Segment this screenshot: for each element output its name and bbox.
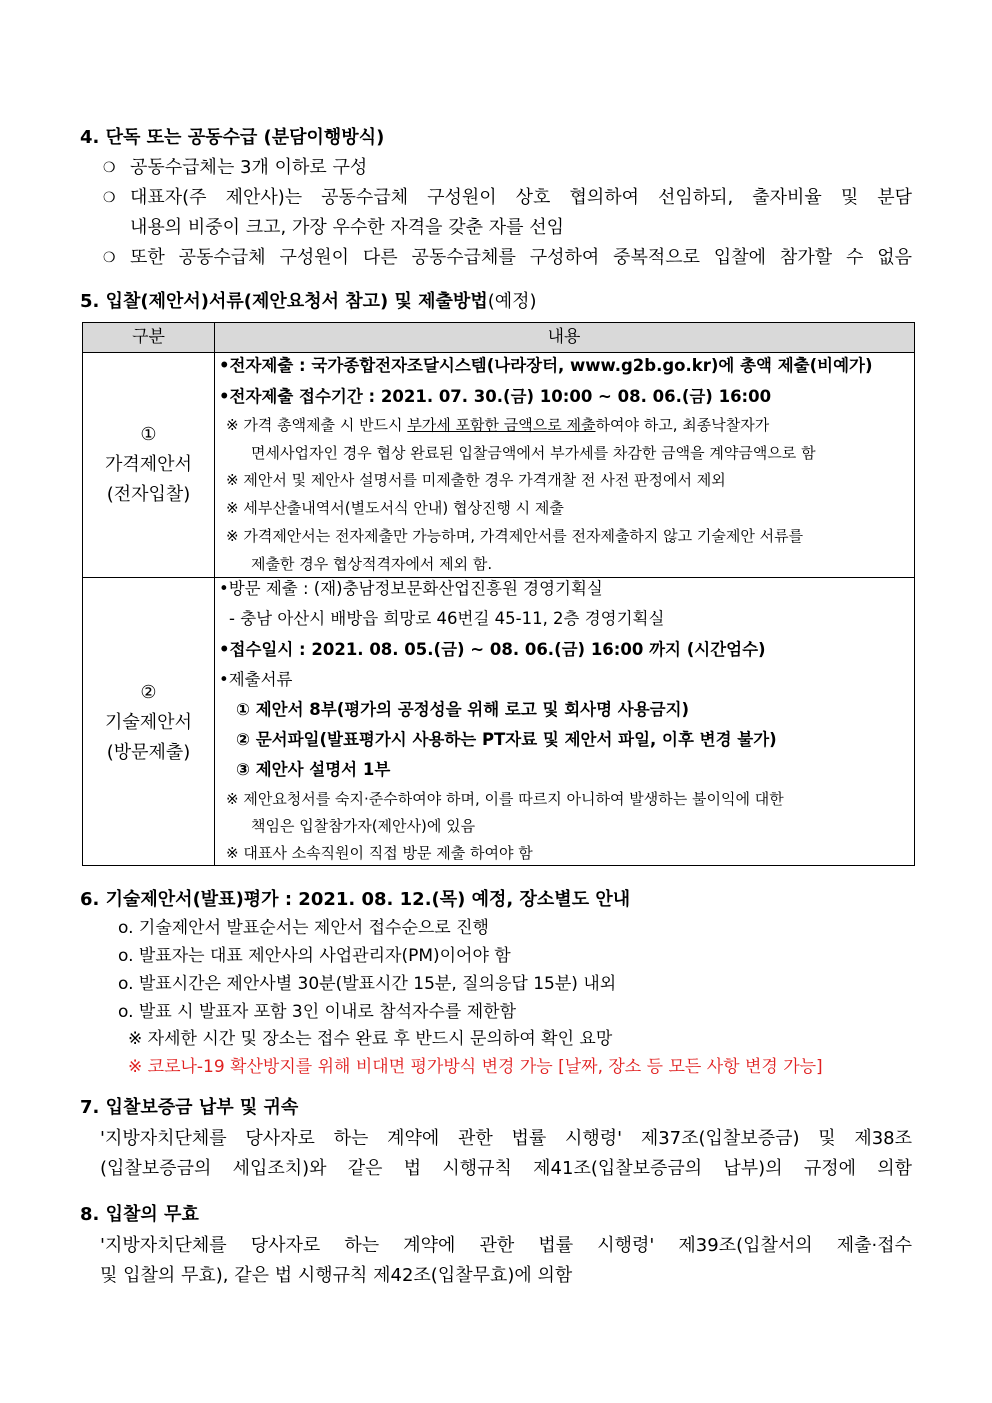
bullet-text: 공동수급체는 3개 이하로 구성 bbox=[130, 157, 368, 178]
row-1-line-1: •전자제출 : 국가종합전자조달시스템(나라장터, www.g2b.go.kr)에 총액 제출(비예가) bbox=[219, 356, 873, 375]
row-2-date: •접수일시 : 2021. 08. 05.(금) ~ 08. 06.(금) 16:00 까지 (시간엄수) bbox=[219, 640, 766, 659]
section-6-note: ※ 자세한 시간 및 장소는 접수 완료 후 반드시 문의하여 확인 요망 bbox=[128, 1029, 613, 1049]
section-7-line-2: (입찰보증금의 세입조치)와 같은 법 시행규칙 제41조(입찰보증금의 납부)의 규정에 의함 bbox=[100, 1158, 912, 1179]
section-8-line-2: 및 입찰의 무효), 같은 법 시행규칙 제42조(입찰무효)에 의함 bbox=[100, 1265, 573, 1286]
section-5-title-note: (예정) bbox=[487, 291, 537, 312]
row-1-name: 가격제안서 bbox=[105, 454, 192, 475]
section-6-item-2: o. 발표자는 대표 제안사의 사업관리자(PM)이어야 함 bbox=[118, 946, 511, 966]
row-2-doc-2: ② 문서파일(발표평가시 사용하는 PT자료 및 제안서 파일, 이후 변경 불가) bbox=[236, 730, 777, 749]
row-2-method: (방문제출) bbox=[106, 742, 191, 763]
row-1-note-1-cont: 면세사업자인 경우 협상 완료된 입찰금액에서 부가세를 차감한 금액을 계약금액으로 함 bbox=[251, 444, 816, 462]
section-7-line-1: '지방자치단체를 당사자로 하는 계약에 관한 법률 시행령' 제37조(입찰보증금) 및 제38조 bbox=[100, 1128, 912, 1149]
section-5-title bbox=[80, 290, 537, 314]
row-2-address: - 충남 아산시 배방읍 희망로 46번길 45-11, 2층 경영기획실 bbox=[229, 609, 665, 628]
bullet-text: 대표자(주 제안사)는 공동수급체 구성원이 상호 협의하여 선임하되, 출자비율 및 분담 bbox=[130, 187, 912, 208]
row-1-number: ① bbox=[140, 424, 157, 445]
row-1-note-1: ※ 가격 총액제출 시 반드시 부가세 포함한 금액으로 제출하여야 하고, 최종낙찰자가 bbox=[226, 416, 770, 434]
row-2-visit: •방문 제출 : (재)충남정보문화산업진흥원 경영기획실 bbox=[219, 579, 603, 598]
row-1-line-2: •전자제출 접수기간 : 2021. 07. 30.(금) 10:00 ~ 08. 06.(금) 16:00 bbox=[219, 387, 772, 406]
circle-bullet-icon: ❍ bbox=[103, 250, 116, 266]
section-5-title-main: 5. 입찰(제안서)서류(제안요청서 참고) 및 제출방법 bbox=[80, 291, 488, 312]
section-4-bullet-2-cont bbox=[103, 213, 912, 243]
section-6-item-4: o. 발표 시 발표자 포함 3인 이내로 참석자수를 제한함 bbox=[118, 1002, 516, 1022]
row-1-note-2: ※ 제안서 및 제안사 설명서를 미제출한 경우 가격개찰 전 사전 판정에서 제외 bbox=[226, 471, 726, 489]
section-6-item-1: o. 기술제안서 발표순서는 제안서 접수순으로 진행 bbox=[118, 918, 489, 938]
bullet-text: 또한 공동수급체 구성원이 다른 공동수급체를 구성하여 중복적으로 입찰에 참가할 수 없음 bbox=[130, 247, 912, 268]
row-1-note-4: ※ 가격제안서는 전자제출만 가능하며, 가격제안서를 전자제출하지 않고 기술제안 서류를 bbox=[226, 527, 804, 545]
section-7-title: 7. 입찰보증금 납부 및 귀속 bbox=[80, 1097, 299, 1118]
section-4-bullet-3 bbox=[103, 243, 912, 273]
section-6-item-3: o. 발표시간은 제안사별 30분(발표시간 15분, 질의응답 15분) 내외 bbox=[118, 974, 617, 994]
section-4-bullet-2 bbox=[103, 183, 912, 213]
header-content: 내용 bbox=[547, 327, 581, 347]
section-4-bullet-1 bbox=[103, 153, 912, 183]
row-1-label bbox=[83, 420, 214, 510]
circle-bullet-icon: ❍ bbox=[103, 160, 116, 176]
section-8-line-1: '지방자치단체를 당사자로 하는 계약에 관한 법률 시행령' 제39조(입찰서의 제출·접수 bbox=[100, 1235, 912, 1256]
row-2-note-1-cont: 책임은 입찰참가자(제안사)에 있음 bbox=[251, 817, 476, 835]
section-6-title: 6. 기술제안서(발표)평가 : 2021. 08. 12.(목) 예정, 장소별도 안내 bbox=[80, 889, 631, 910]
row-2-doc-1: ① 제안서 8부(평가의 공정성을 위해 로고 및 회사명 사용금지) bbox=[236, 700, 690, 719]
row-2-doc-3: ③ 제안사 설명서 1부 bbox=[236, 760, 391, 779]
table-header bbox=[83, 323, 914, 353]
row-2-docs-title: •제출서류 bbox=[219, 670, 293, 689]
row-1-note-4-cont: 제출한 경우 협상적격자에서 제외 함. bbox=[251, 555, 493, 573]
row-1-note-3: ※ 세부산출내역서(별도서식 안내) 협상진행 시 제출 bbox=[226, 499, 564, 517]
submission-table bbox=[82, 322, 915, 866]
row-2-name: 기술제안서 bbox=[105, 712, 192, 733]
row-2-note-2: ※ 대표사 소속직원이 직접 방문 제출 하여야 함 bbox=[226, 844, 533, 862]
section-8-title: 8. 입찰의 무효 bbox=[80, 1204, 199, 1225]
row-2-number: ② bbox=[140, 682, 157, 703]
section-6-red-note: ※ 코로나-19 확산방지를 위해 비대면 평가방식 변경 가능 [날짜, 장소 등 모든 사항 변경 가능] bbox=[128, 1057, 823, 1077]
circle-bullet-icon: ❍ bbox=[103, 190, 116, 206]
row-1-method: (전자입찰) bbox=[106, 484, 191, 505]
section-4-title: 4. 단독 또는 공동수급 (분담이행방식) bbox=[80, 127, 385, 148]
column-divider bbox=[214, 323, 215, 865]
header-category: 구분 bbox=[132, 327, 165, 347]
row-2-label bbox=[83, 678, 214, 768]
row-2-note-1: ※ 제안요청서를 숙지·준수하여야 하며, 이를 따르지 아니하여 발생하는 불이익에 대한 bbox=[226, 790, 784, 808]
bullet-text-continued: 내용의 비중이 크고, 가장 우수한 자격을 갖춘 자를 선임 bbox=[130, 217, 565, 238]
